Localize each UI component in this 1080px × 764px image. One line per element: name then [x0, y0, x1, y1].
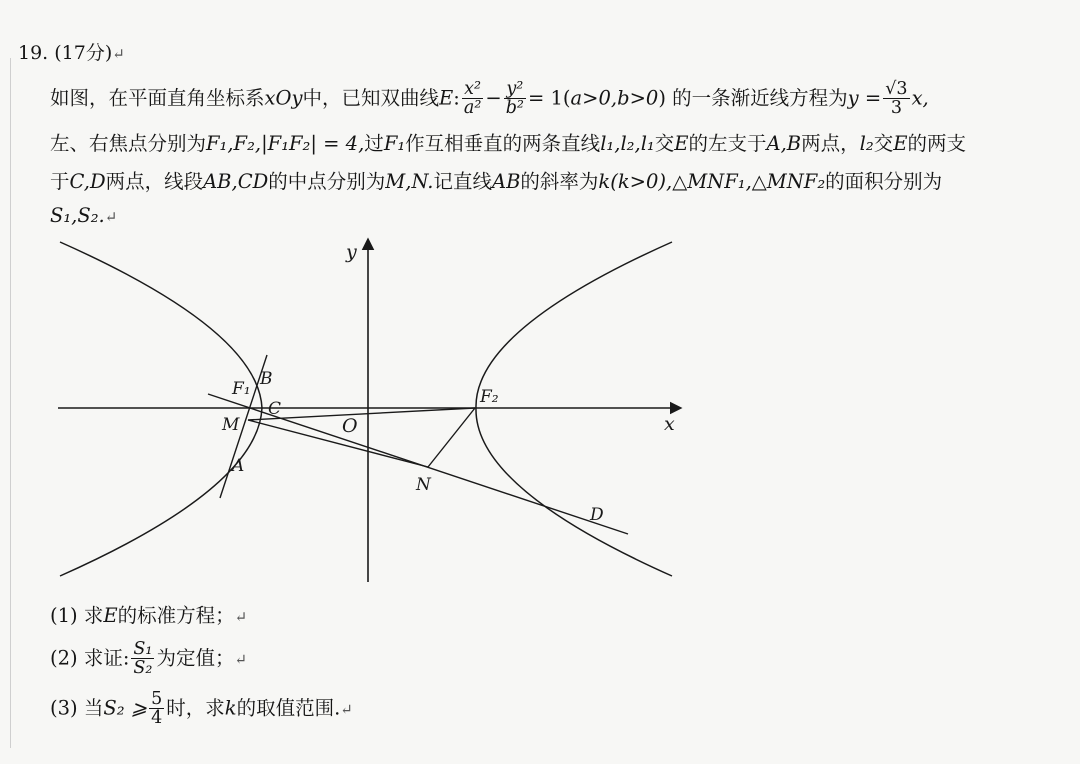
frac-den: S₂	[133, 658, 153, 679]
part-label: (1)	[50, 604, 78, 627]
text: 的左支于	[688, 132, 767, 155]
math-var: x,	[911, 86, 929, 110]
hyperbola-left-branch	[60, 242, 262, 576]
text: :	[453, 86, 460, 110]
text: −	[485, 86, 502, 110]
part-2	[50, 640, 247, 678]
enter-mark: ↵	[234, 608, 248, 626]
math-var: E	[103, 604, 118, 627]
text: = 1(	[527, 86, 571, 110]
fraction-y	[504, 80, 526, 118]
part-3	[50, 690, 353, 728]
text: 过	[364, 132, 384, 155]
problem-line-4	[50, 204, 117, 227]
label-N: N	[416, 475, 431, 495]
math-expr: l₁,l₂,l₁	[600, 132, 655, 155]
enter-mark: ↵	[104, 208, 118, 226]
frac-den: a²	[463, 98, 482, 119]
math-var: E	[893, 132, 908, 155]
math-var: k	[224, 696, 237, 720]
math-var: E	[439, 86, 454, 110]
math-var: l₂	[859, 132, 874, 155]
frac-den: 4	[151, 708, 163, 729]
problem-line-3	[50, 166, 942, 194]
frac-den: 3	[890, 98, 902, 119]
text: 时，求	[166, 696, 225, 720]
text: 的两支	[907, 132, 967, 155]
label-A: A	[232, 456, 245, 476]
part-label: (3)	[50, 696, 78, 720]
segment-MN	[248, 420, 428, 467]
text: 于	[50, 170, 70, 193]
frac-den: b²	[505, 98, 524, 119]
math-var: AB	[491, 170, 521, 193]
segment-MF2	[248, 408, 475, 420]
problem-line-1	[50, 80, 929, 118]
math-expr: F₁,F₂,|F₁F₂| = 4,	[206, 132, 365, 155]
math-var: xOy	[264, 86, 303, 110]
text: 的取值范围.	[236, 696, 341, 720]
math-var: y =	[847, 86, 882, 110]
frac-num: x²	[462, 80, 483, 99]
text: 求证:	[83, 646, 130, 670]
text: 左、右焦点分别为	[50, 132, 207, 155]
text: 两点，	[801, 132, 860, 155]
question-header	[18, 38, 125, 65]
math-expr: k(k>0),△MNF₁,△MNF₂	[598, 170, 826, 193]
part-1	[50, 600, 247, 628]
text: 交	[873, 132, 894, 155]
frac-num: y²	[504, 80, 526, 99]
hyperbola-right-branch	[476, 242, 672, 576]
label-M: M	[222, 415, 240, 435]
label-D: D	[590, 505, 604, 525]
text: 中，已知双曲线	[302, 86, 440, 110]
label-F1: F₁	[232, 379, 251, 399]
label-F2: F₂	[480, 387, 499, 407]
math-var: M,N.	[385, 170, 434, 193]
math-var: C,D	[69, 170, 106, 193]
text: 记直线	[433, 170, 492, 193]
hyperbola-figure	[40, 230, 700, 590]
frac-num: S₁	[133, 639, 153, 659]
question-number: 19.	[18, 42, 49, 64]
enter-mark: ↵	[234, 650, 248, 669]
fraction-S1-S2	[131, 640, 154, 678]
frac-num: √3	[885, 79, 908, 99]
enter-mark: ↵	[340, 700, 353, 719]
problem-line-2	[50, 128, 966, 156]
text: 两点，线段	[105, 170, 204, 193]
fraction-sqrt3	[883, 80, 909, 118]
frac-num: 5	[151, 689, 163, 709]
label-B: B	[260, 369, 273, 389]
text: 的斜率为	[520, 170, 599, 193]
math-var: S₁,S₂.	[50, 204, 105, 227]
part-label: (2)	[50, 646, 78, 670]
math-var: AB,CD	[203, 170, 269, 193]
label-C: C	[268, 399, 282, 419]
math-var: E	[674, 132, 689, 155]
fraction-5-4	[149, 690, 164, 728]
text: 当	[83, 696, 104, 720]
text: 的一条渐近线方程为	[672, 86, 848, 110]
text: 为定值；	[156, 646, 235, 670]
math-expr: S₂ ⩾	[103, 696, 148, 720]
fraction-x	[462, 80, 483, 118]
enter-mark: ↵	[112, 45, 125, 63]
math-var: F₁	[383, 132, 406, 155]
label-x: x	[664, 413, 675, 435]
text: 交	[654, 132, 675, 155]
question-points: (17分)	[54, 42, 113, 64]
margin-rule	[10, 58, 11, 748]
label-y: y	[346, 241, 357, 263]
segment-NF2	[428, 408, 475, 467]
math-condition: a>0,b>0	[570, 86, 659, 110]
math-var: A,B	[766, 132, 802, 155]
text: 作互相垂直的两条直线	[405, 132, 601, 155]
text: 如图，在平面直角坐标系	[50, 86, 265, 110]
label-O: O	[342, 415, 358, 437]
text: )	[658, 86, 666, 110]
text: 的中点分别为	[268, 170, 386, 193]
text: 的面积分别为	[825, 170, 943, 193]
text: 的标准方程；	[117, 604, 235, 627]
text: 求	[83, 604, 104, 627]
